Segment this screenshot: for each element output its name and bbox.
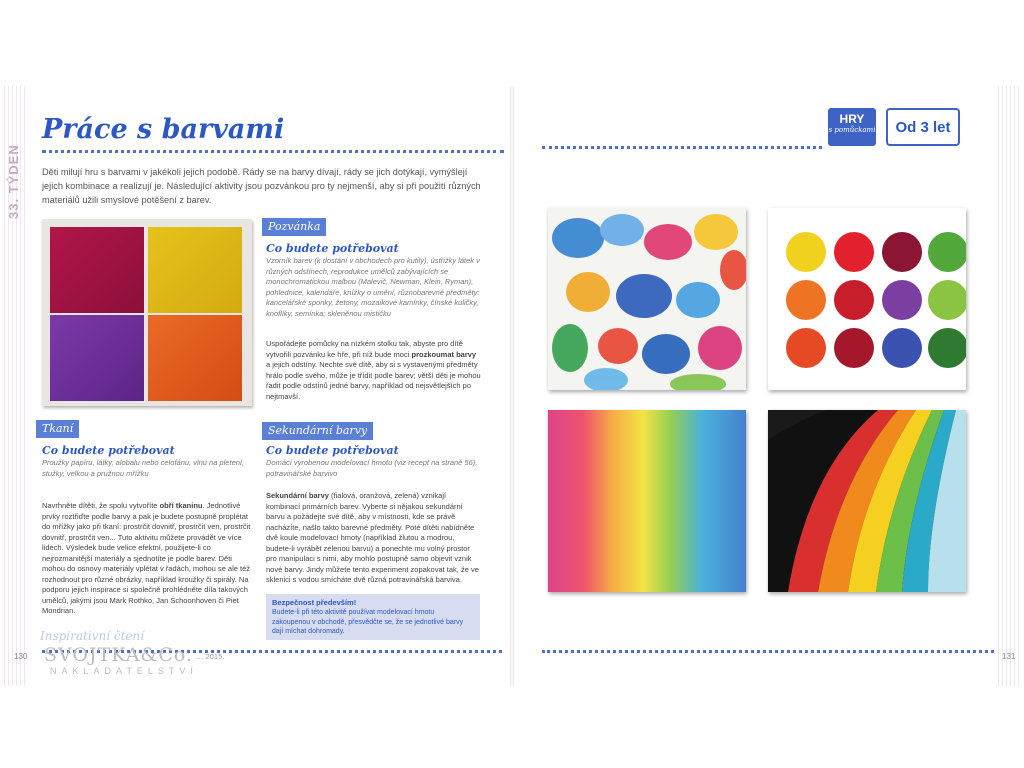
swatch-yellow bbox=[148, 227, 242, 313]
badge-sub: s pomůckami bbox=[828, 126, 876, 134]
right-page bbox=[512, 86, 1024, 686]
age-badge: Od 3 let bbox=[886, 108, 960, 146]
handprints-photo bbox=[548, 208, 746, 390]
swatch-orange bbox=[148, 315, 242, 401]
safety-title: Bezpečnost především! bbox=[272, 598, 357, 607]
tkani-needs-heading: Co budete potřebovat bbox=[42, 444, 175, 457]
badge-main: HRY bbox=[839, 112, 865, 126]
footer-reference: … 2015. bbox=[196, 652, 225, 661]
category-badge bbox=[828, 108, 876, 146]
page-edge-stripe bbox=[998, 86, 1020, 686]
header-divider bbox=[542, 146, 822, 149]
sekundarni-needs-list: Domácí vyrobenou modelovací hmotu (viz recept na straně 56), potravinářské barvivo bbox=[266, 458, 478, 478]
book-spread bbox=[0, 86, 1024, 686]
intro-paragraph: Děti milují hru s barvami v jakékoli jejich podobě. Rády se na barvy dívají, rády se jich dotýkají, vymýšlejí jejich kombinace a realizují je. Následující aktivity jsou pozvánkou pro ty nejmenší, aby si při použití různých materiálů užili smyslové potěšení z barev. bbox=[42, 167, 481, 205]
pozvanka-needs-heading: Co budete potřebovat bbox=[266, 242, 399, 255]
pozvanka-banner: Pozvánka bbox=[262, 218, 326, 236]
page-number-left: 130 bbox=[14, 652, 28, 661]
left-page bbox=[0, 86, 512, 686]
sekundarni-banner: Sekundární barvy bbox=[262, 422, 373, 440]
page-number-right: 131 bbox=[1002, 652, 1016, 661]
publisher-name: SVOJTKA&Co. bbox=[44, 644, 194, 666]
tkani-instructions: Navrhněte dítěti, že spolu vytvoříte obří tkaninu. Jednotlivé prvky roztřiďte podle barvy a pak je budete postupně proplétat do mřížky jako při tkaní: prostrčit dovnitř, prostrčit ven, prostrčit dovnitř, prostrčit ven... Tuto aktivitu můžete provádět ve více lidech. Výsledek bude velice efektní, použijete-li co nejrozmanitější materiály a sjednotíte je podle barev. Děti mohou do osnovy materiály vplétat v řadách, mohou se ale též rozhodnout pro různé obrázky, například kroužky či spirály. Na podporu jejich inspirace si společně prohlédněte díla takových umělců, jakými jsou Mark Rothko, Jan Schoonhoven či Piet Mondrian. bbox=[42, 501, 251, 615]
tkani-needs-list: Proužky papíru, látky, alobalu nebo celofánu, vlnu na pletení, stužky, velkou a pružnou mřížku bbox=[42, 458, 245, 478]
rainbow-watercolor-photo bbox=[548, 410, 746, 592]
swatch-crimson bbox=[50, 227, 144, 313]
color-dots-photo bbox=[768, 208, 966, 390]
page-title: Práce s barvami bbox=[42, 114, 285, 145]
safety-text: Budete-li při této aktivitě používat modelovací hmotu zakoupenou v obchodě, přesvědčte se, že se jednotlivé barvy dají míchat dohromady. bbox=[272, 609, 464, 635]
title-divider bbox=[42, 150, 504, 153]
sekundarni-needs-heading: Co budete potřebovat bbox=[266, 444, 399, 457]
sekundarni-instructions: Sekundární barvy (fialová, oranžová, zelená) vznikají kombinací primárních barev. Vyberte si nějakou sekundární barvu a požádejte své dítě, aby v místnosti, kde se právě nacházíte, našlo takto barevné předměty. Poté dítěti nabídněte dvě koule modelovací hmoty (například žlutou a modrou, budete-li vyrábět zelenou barvu) a ponechte mu volný prostor pro manipulaci s nimi, aby mohlo postupně samo objevit vznik nové barvy. Jindy můžete tento experiment zopakovat tak, že ve sklenici s vodou smícháte dvě různá potravinářská barviva. bbox=[266, 491, 479, 584]
tkani-banner: Tkaní bbox=[36, 420, 79, 438]
book-spine bbox=[510, 86, 514, 686]
footer-divider bbox=[542, 650, 994, 653]
publisher-watermark bbox=[4, 644, 200, 680]
pozvanka-instructions: Uspořádejte pomůcky na nízkém stolku tak, abyste pro dítě vytvořili pozvánku ke hře, při níž bude moci prozkoumat barvy a jejich odstíny. Nechte své dítě, aby si s vystavenými předměty hrálo podle svého, může je třídit podle barev; větší děti je mohou řadit podle odstínů jedné barvy, například od nejsvětlejších po nejtmavší. bbox=[266, 339, 481, 401]
publisher-subtitle: NAKLADATELSTVÍ bbox=[50, 666, 198, 676]
colored-paper-photo bbox=[768, 410, 966, 592]
week-label: 33. TÝDEN bbox=[6, 144, 21, 220]
inspiration-heading: Inspirativní čtení bbox=[40, 629, 145, 643]
fabric-swatches-photo bbox=[42, 219, 252, 406]
swatch-purple bbox=[50, 315, 144, 401]
pozvanka-needs-list: Vzorník barev (k dostání v obchodech pro kutily), ústřižky látek v různých odstínech, reprodukce umělců zabývajících se monochromatickou malbou (Malevič, Newman, Klein, Ryman), pohlednice, kalendáře, knížky o umění, různobarevné předměty: kancelářské sponky, žetony, mozaikové kamínky, čínské kuličky, knoflíky, semínka; skleněnou mističku bbox=[266, 256, 480, 318]
safety-note-box bbox=[266, 594, 480, 640]
